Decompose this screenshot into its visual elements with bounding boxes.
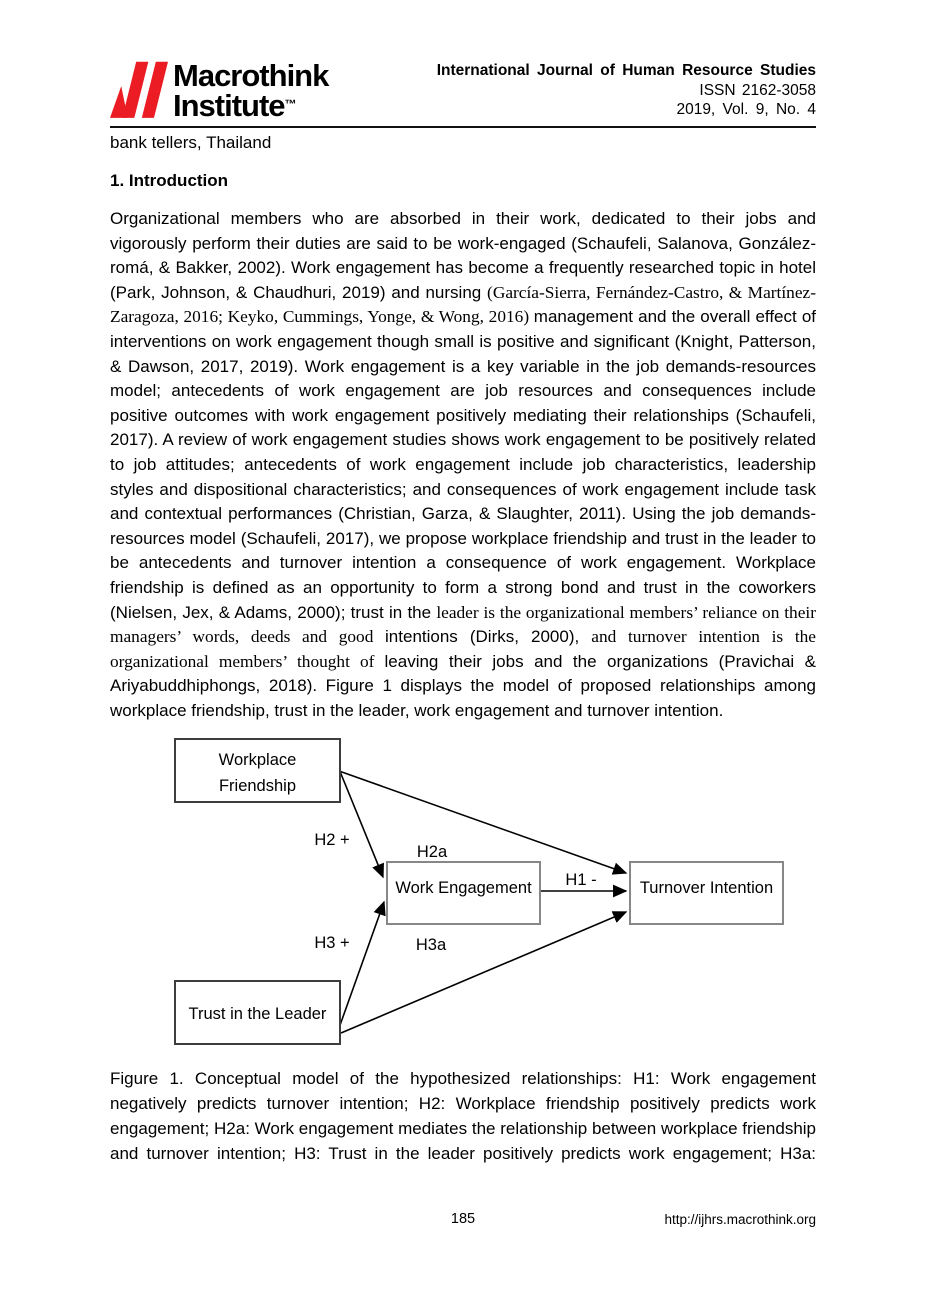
edge-label-h2a: H2a [416, 843, 448, 862]
page-footer [110, 1211, 816, 1231]
running-title: bank tellers, Thailand [110, 133, 272, 152]
page-header [110, 56, 816, 123]
journal-volume: 2019, Vol. 9, No. 4 [676, 101, 816, 118]
macrothink-logo [110, 56, 329, 123]
arrow-h2a-friendship-to-turnover [339, 771, 626, 873]
page-number: 185 [450, 1211, 476, 1227]
arrow-h3-trust-to-engagement [339, 902, 384, 1028]
paragraph-segment-citation: (García-Sierra, Fernández-Castro, & Martínez-Zaragoza, 2016; Keyko, Cummings, Yonge, & Wong, 2016) [110, 282, 816, 327]
box-turnover-intention-label: Turnover Intention [639, 879, 774, 898]
paragraph-segment: leaving their jobs and the organizations (Pravichai & Ariyabuddhiphongs, 2018). Figure 1 displays the model of proposed relationships among workplace friendship, trust in the leader, work engagement and turnover intention. [110, 651, 816, 720]
trademark-symbol: ™ [284, 97, 297, 111]
journal-issn: ISSN 2162-3058 [699, 81, 816, 99]
edge-label-h3a: H3a [415, 936, 447, 955]
paragraph-segment-citation: leader is the organizational members’ reliance on their managers’ words, deeds and good [110, 602, 816, 647]
paragraph-segment-citation: and turnover intention is the organizational members’ thought of [110, 627, 816, 671]
logo-institute-text: Institute [173, 88, 285, 123]
journal-title: International Journal of Human Resource Studies [436, 62, 816, 79]
logo-name-line2 [173, 88, 328, 123]
edge-label-h2: H2 + [314, 831, 350, 850]
logo-wordmark [173, 58, 329, 123]
paragraph-segment: Organizational members who are absorbed in their work, dedicated to their jobs and vigorously perform their duties are said to be work-engaged (Schaufeli, Salanova, González-romá, & Bakker, 2002). Work engagement has become a frequently researched topic in hotel (Park, Johnson, & Chaudhuri, 2019) and nursing [110, 209, 816, 302]
figure-1-diagram [110, 732, 816, 1052]
edge-label-h1: H1 - [565, 871, 597, 890]
arrow-h3a-trust-to-turnover [341, 912, 626, 1033]
journal-info [437, 56, 816, 120]
macrothink-m-icon [110, 56, 168, 120]
journal-url-link[interactable]: http://ijhrs.macrothink.org [664, 1212, 816, 1227]
intro-paragraph [110, 207, 816, 723]
article-body [110, 132, 816, 1166]
paragraph-segment: management and the overall effect of interventions on work engagement though small is positive and significant (Knight, Patterson, & Dawson, 2017, 2019). Work engagement is a key variable in the job demands-resources model; antecedents of work engagement are job resources and consequences include positive outcomes with work engagement positively mediating their relationships (Schaufeli, 2017). A review of work engagement studies shows work engagement to be positively related to job attitudes; antecedents of work engagement include job characteristics, leadership styles and dispositional characteristics; and consequences of work engagement include task and contextual performances (Christian, Garza, & Slaughter, 2011). Using the job demands-resources model (Schaufeli, 2017), we propose workplace friendship and trust in the leader to be antecedents and turnover intention a consequence of work engagement. Workplace friendship is defined as an opportunity to form a strong bond and trust in the coworkers (Nielsen, Jex, & Adams, 2000); trust in the [110, 307, 816, 622]
header-divider [110, 126, 816, 128]
box-trust-in-the-leader-label: Trust in the Leader [188, 1005, 327, 1024]
figure-1-caption: Figure 1. Conceptual model of the hypothesized relationships: H1: Work engagement negatively predicts turnover intention; H2: Workplace friendship positively predicts work engagement; H2a: Work engagement mediates the relationship between workplace friendship and turnover intention; H3: Trust in the leader positively predicts work engagement; H3a: [110, 1069, 816, 1163]
arrow-h2-friendship-to-engagement [339, 769, 383, 877]
box-workplace-friendship-label-line1: Workplace [218, 751, 297, 770]
section-heading-introduction: 1. Introduction [110, 171, 229, 190]
box-workplace-friendship-label-line2: Friendship [218, 777, 297, 796]
logo-name-line1: Macrothink [173, 58, 329, 93]
box-work-engagement-label: Work Engagement [395, 879, 532, 898]
edge-label-h3: H3 + [314, 934, 350, 953]
paragraph-segment: intentions (Dirks, 2000), [385, 627, 592, 647]
